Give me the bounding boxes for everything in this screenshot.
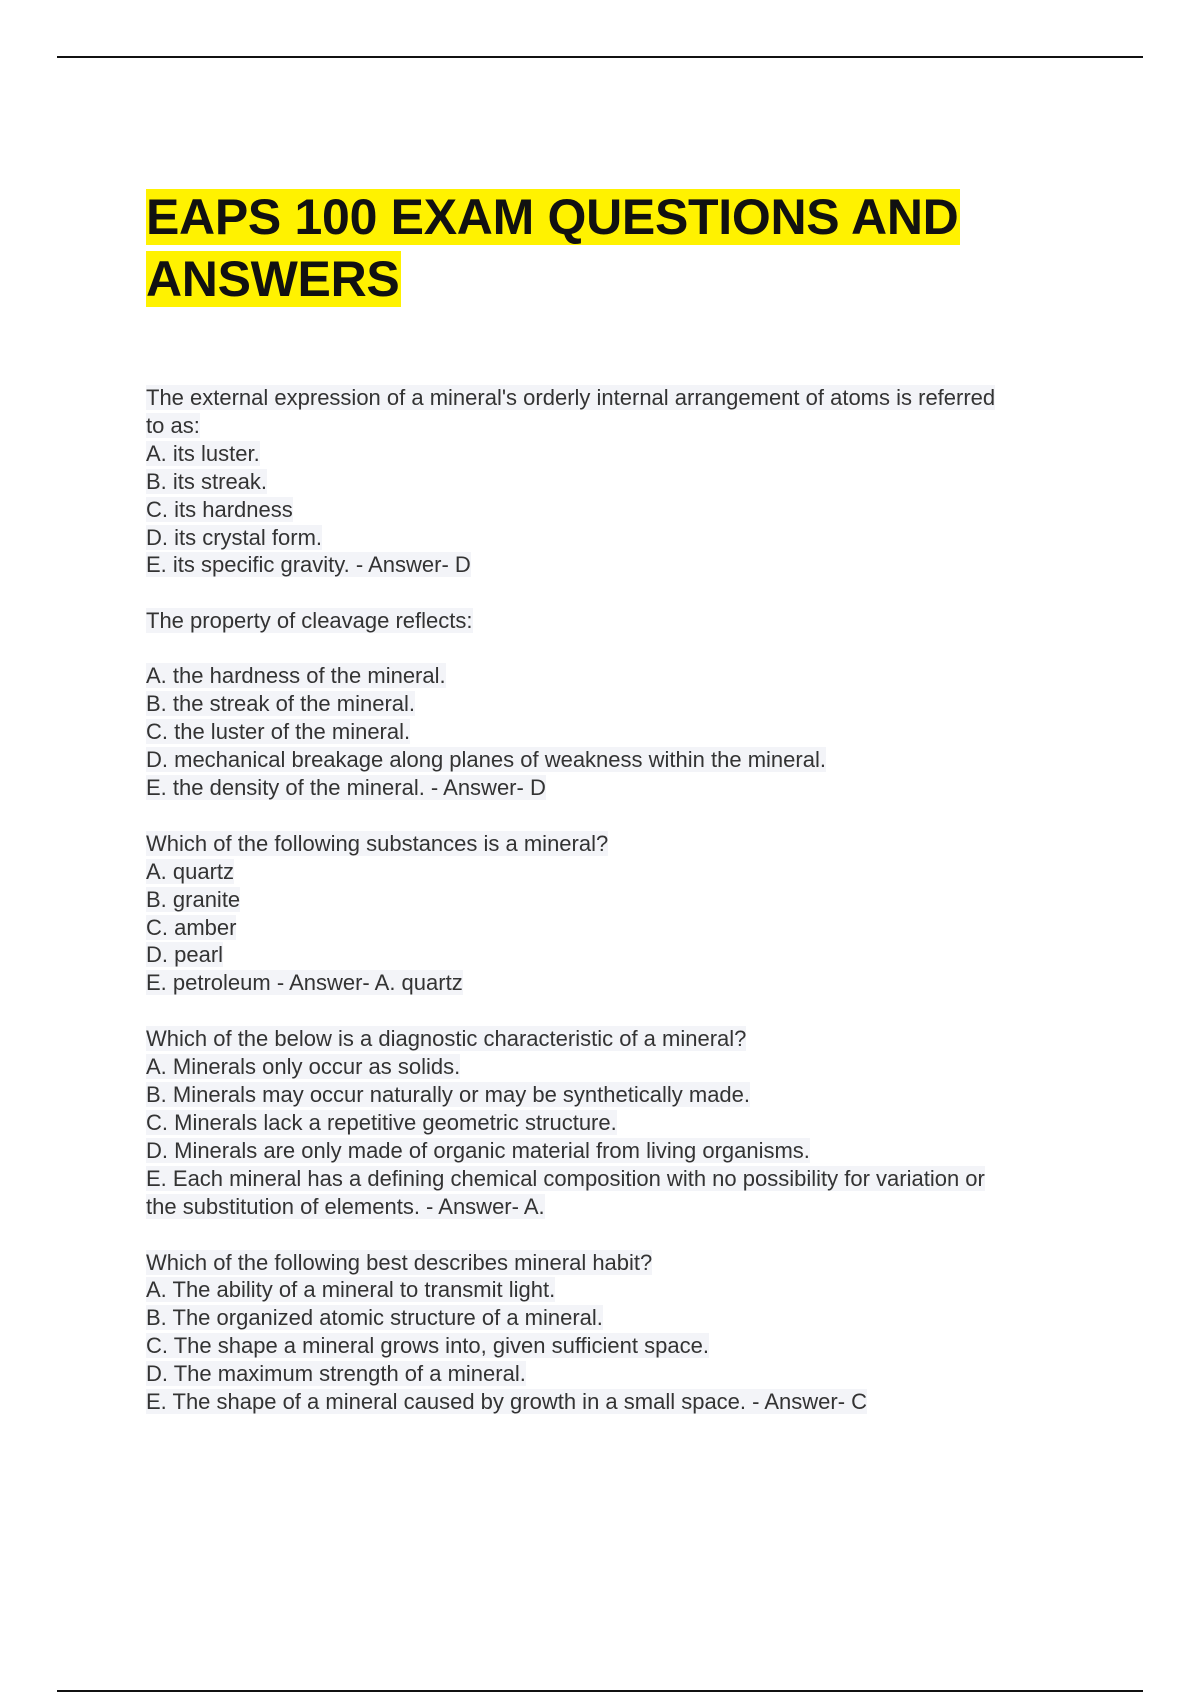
answer-option: A. The ability of a mineral to transmit light. [146,1277,556,1303]
top-rule [57,56,1143,58]
answer-option: E. its specific gravity. - Answer- D [146,552,471,578]
answer-option: E. petroleum - Answer- A. quartz [146,970,463,996]
answer-option: the substitution of elements. - Answer- A. [146,1193,545,1219]
question-stem: Which of the following substances is a mineral? [146,830,609,856]
answer-option: A. quartz [146,858,235,884]
question-block-3 [146,830,1086,997]
answer-option: B. The organized atomic structure of a mineral. [146,1305,603,1331]
answer-option: D. mechanical breakage along planes of weakness within the mineral. [146,746,826,772]
question-block-4 [146,1025,1086,1220]
answer-option: B. its streak. [146,468,268,494]
answer-option: D. its crystal form. [146,524,323,550]
question-stem: The external expression of a mineral's orderly internal arrangement of atoms is referred [146,385,996,410]
answer-option: D. The maximum strength of a mineral. [146,1361,526,1387]
answer-option: E. the density of the mineral. - Answer- D [146,774,546,800]
answer-option: D. pearl [146,942,224,968]
answer-option: D. Minerals are only made of organic material from living organisms. [146,1137,810,1163]
answer-option: C. its hardness [146,496,293,522]
answer-option: A. Minerals only occur as solids. [146,1054,461,1080]
answer-option: B. the streak of the mineral. [146,691,416,717]
answer-option: C. amber [146,914,237,940]
question-stem: Which of the following best describes mineral habit? [146,1249,653,1275]
question-stem: to as: [146,412,200,438]
bottom-rule [57,1690,1143,1692]
question-stem: The property of cleavage reflects: [146,608,473,634]
question-stem: Which of the below is a diagnostic characteristic of a mineral? [146,1026,747,1052]
answer-option: C. The shape a mineral grows into, given sufficient space. [146,1333,709,1359]
document-title [146,186,1106,310]
question-block-5 [146,1249,1086,1416]
question-block-1 [146,384,1086,579]
answer-option: A. its luster. [146,440,260,466]
question-block-2 [146,607,1086,801]
answer-option: A. the hardness of the mineral. [146,663,446,689]
answer-option: B. Minerals may occur naturally or may be synthetically made. [146,1082,751,1108]
title-line-2: ANSWERS [146,251,400,307]
question-list [146,384,1086,1444]
answer-option: E. The shape of a mineral caused by growth in a small space. - Answer- C [146,1389,868,1415]
answer-option: B. granite [146,886,241,912]
blank-line [146,635,1086,662]
title-line-1: EAPS 100 EXAM QUESTIONS AND [146,189,959,245]
answer-option: C. Minerals lack a repetitive geometric structure. [146,1109,617,1135]
answer-option: E. Each mineral has a defining chemical composition with no possibility for variation or [146,1165,985,1191]
answer-option: C. the luster of the mineral. [146,719,411,745]
